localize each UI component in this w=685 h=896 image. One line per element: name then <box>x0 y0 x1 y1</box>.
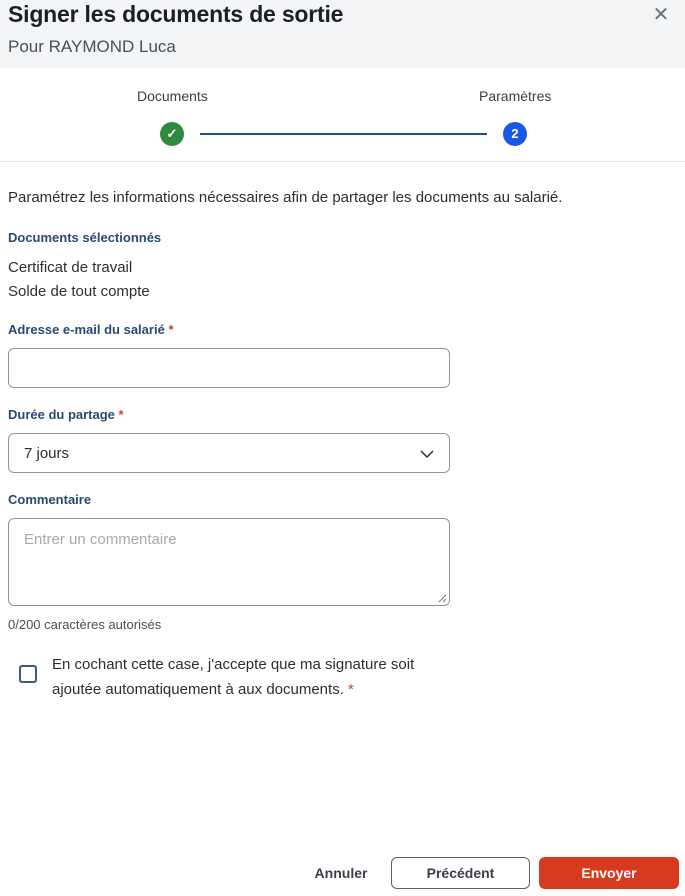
comment-char-counter: 0/200 caractères autorisés <box>8 617 162 632</box>
duration-select[interactable] <box>8 433 450 473</box>
required-asterisk: * <box>348 681 354 698</box>
consent-text <box>52 652 452 702</box>
email-input[interactable] <box>8 348 450 388</box>
step-parametres-label: Paramètres <box>479 88 552 104</box>
cancel-button[interactable]: Annuler <box>314 865 368 881</box>
comment-label: Commentaire <box>8 492 92 507</box>
step-active-number: 2 <box>503 122 527 146</box>
document-item: Certificat de travail <box>8 259 133 276</box>
send-button[interactable]: Envoyer <box>539 857 679 889</box>
comment-textarea[interactable] <box>8 518 450 606</box>
selected-documents-label: Documents sélectionnés <box>8 230 162 245</box>
required-asterisk: * <box>168 322 174 337</box>
consent-checkbox[interactable] <box>19 665 37 683</box>
previous-button[interactable]: Précédent <box>391 857 530 889</box>
document-item: Solde de tout compte <box>8 283 150 300</box>
required-asterisk: * <box>118 407 124 422</box>
dialog-title: Signer les documents de sortie <box>8 1 344 27</box>
dialog-header <box>0 0 685 68</box>
intro-text: Paramétrez les informations nécessaires afin de partager les documents au salarié. <box>8 189 563 206</box>
duration-label <box>8 407 124 422</box>
consent-text-body: En cochant cette case, j'accepte que ma signature soit ajoutée automatiquement à aux documents. <box>52 656 415 698</box>
email-label <box>8 322 174 337</box>
step-done-checkmark-icon: ✓ <box>160 122 184 146</box>
dialog-subtitle: Pour RAYMOND Luca <box>8 37 176 56</box>
email-label-text: Adresse e-mail du salarié <box>8 322 165 337</box>
chevron-down-icon <box>419 446 435 462</box>
close-icon[interactable]: ✕ <box>652 4 670 26</box>
step-connector-line <box>200 133 487 135</box>
comment-placeholder: Entrer un commentaire <box>24 531 177 548</box>
duration-label-text: Durée du partage <box>8 407 115 422</box>
stepper <box>0 68 685 162</box>
resize-handle-icon[interactable] <box>437 593 447 603</box>
step-documents-label: Documents <box>137 88 208 104</box>
duration-select-value: 7 jours <box>24 445 70 462</box>
